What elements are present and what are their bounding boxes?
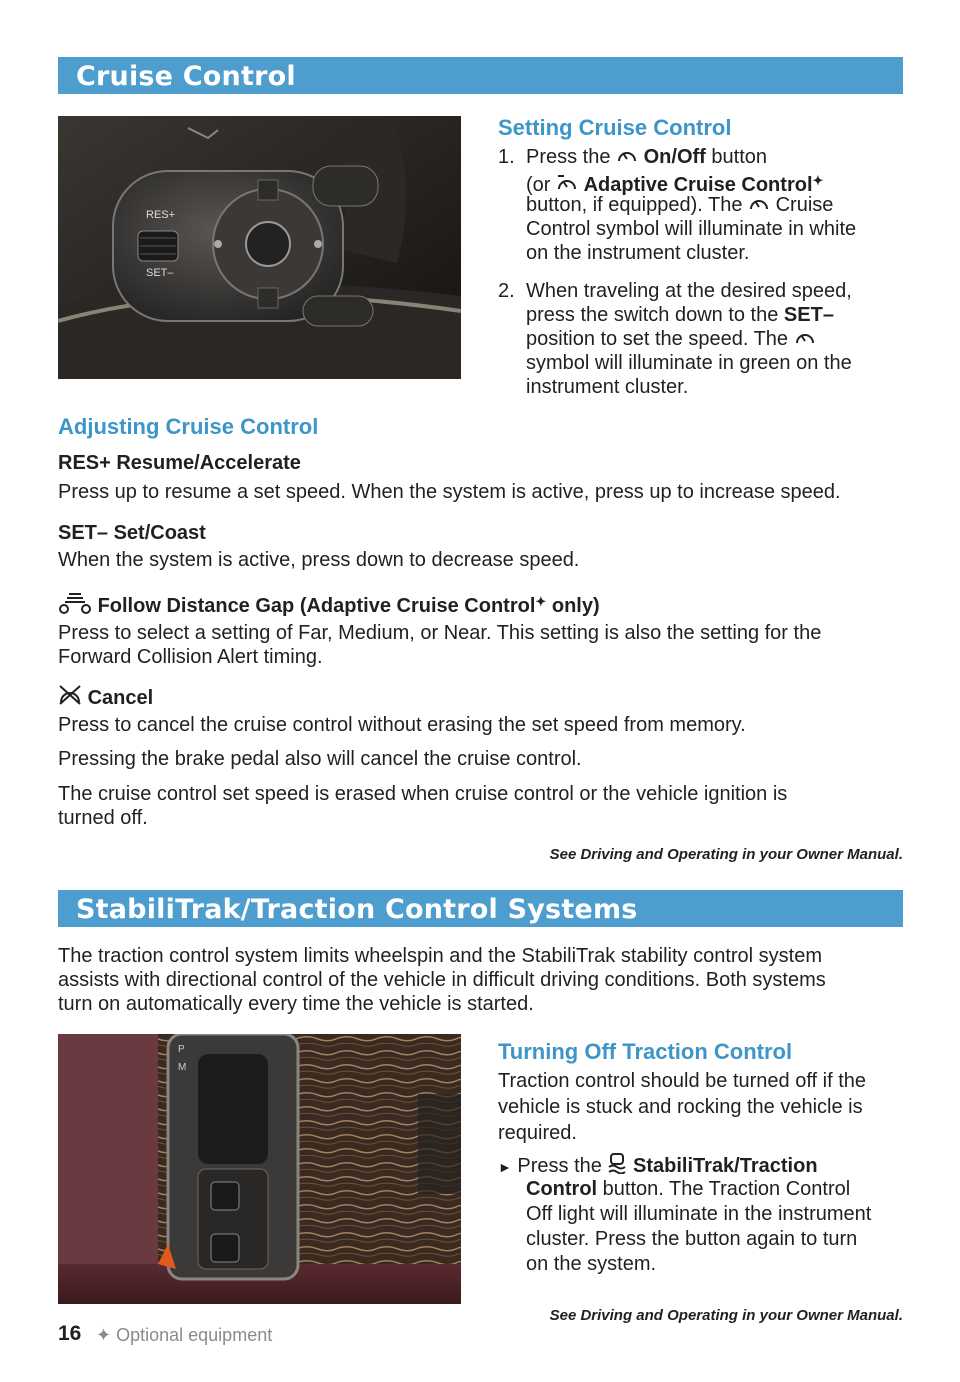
center-console-photo — [58, 1034, 461, 1304]
step-1 — [498, 145, 898, 270]
cancel-icon — [58, 684, 82, 712]
set-minus-label: SET– — [783, 304, 834, 326]
optional-equipment-text: Optional equipment — [116, 1325, 273, 1345]
bullet-line-1 — [498, 1152, 898, 1180]
bullet-button-text: button. The Traction Control — [602, 1178, 851, 1200]
stabilitrak-icon — [607, 1152, 627, 1180]
step-2-line-3 — [526, 327, 886, 353]
step-2-line-4: symbol will illuminate in green on the — [526, 352, 852, 374]
cancel-title — [58, 684, 153, 712]
adaptive-cruise-label: Adaptive Cruise Control — [583, 174, 813, 196]
step-1-cruise-word: Cruise — [775, 194, 834, 216]
step-2-line-1: When traveling at the desired speed, — [526, 280, 852, 302]
stabilitrak-intro-1: The traction control system limits wheelspin and the StabiliTrak stability control system — [58, 945, 822, 967]
step-1-press: Press the — [526, 146, 611, 168]
gap-title-text: Follow Distance Gap (Adaptive Cruise Control — [97, 595, 536, 617]
set-text: When the system is active, press down to decrease speed. — [58, 549, 580, 571]
shift-p-label: P — [178, 1044, 185, 1055]
stabilitrak-intro-3: turn on automatically every time the vehicle is started. — [58, 993, 534, 1015]
brake-text: Pressing the brake pedal also will cancel the cruise control. — [58, 748, 582, 770]
center-console-illustration — [58, 1034, 461, 1304]
cancel-text: Press to cancel the cruise control without erasing the set speed from memory. — [58, 714, 746, 736]
bullet-arrow-icon: ► — [498, 1159, 512, 1175]
gap-title — [58, 590, 600, 620]
optional-mark-1: ✦ — [812, 173, 824, 188]
step-1-line-1 — [526, 145, 886, 171]
turning-text-2: vehicle is stuck and rocking the vehicle is — [498, 1096, 863, 1118]
set-label: SET– — [146, 267, 174, 279]
step-1-number: 1. — [498, 146, 515, 168]
erase-text-2: turned off. — [58, 807, 148, 829]
set-title: SET– Set/Coast — [58, 522, 206, 544]
bullet-press: Press the — [517, 1155, 602, 1177]
stabilitrak-see-manual: See Driving and Operating in your Owner Manual. — [549, 1307, 903, 1324]
step-2-number: 2. — [498, 280, 515, 302]
turning-text-1: Traction control should be turned off if the — [498, 1070, 866, 1092]
onoff-label: On/Off — [643, 146, 706, 168]
cancel-title-text: Cancel — [87, 687, 154, 709]
steering-wheel-illustration — [58, 116, 461, 379]
stabilitrak-banner — [58, 890, 903, 927]
step-1-button-word: button — [711, 146, 767, 168]
erase-text-1: The cruise control set speed is erased when cruise control or the vehicle ignition is — [58, 783, 788, 805]
bullet-line-3: Off light will illuminate in the instrument — [526, 1203, 872, 1225]
step-1-line-3 — [526, 193, 886, 219]
follow-distance-icon — [58, 592, 92, 620]
adjusting-cruise-title: Adjusting Cruise Control — [58, 414, 319, 439]
res-label: RES+ — [146, 209, 176, 221]
step-2-line-2 — [526, 303, 886, 327]
optional-mark-2: ✦ — [535, 594, 547, 609]
setting-cruise-title: Setting Cruise Control — [498, 115, 732, 140]
gap-text-1: Press to select a setting of Far, Medium, or Near. This setting is also the setting for the — [58, 622, 822, 644]
shift-m-label: M — [178, 1062, 187, 1073]
step-1-or: (or — [526, 174, 551, 196]
step-2-position: position to set the speed. The — [526, 328, 789, 350]
step-1-line-5: on the instrument cluster. — [526, 242, 750, 264]
cruise-control-banner — [58, 57, 903, 94]
step-1-line-4: Control symbol will illuminate in white — [526, 218, 857, 240]
step-1-button-if: button, if equipped). The — [526, 194, 743, 216]
res-text: Press up to resume a set speed. When the system is active, press up to increase speed. — [58, 481, 841, 503]
stabilitrak-label-1: StabiliTrak/Traction — [633, 1155, 818, 1177]
bullet-line-5: on the system. — [526, 1253, 657, 1275]
step-2 — [498, 279, 898, 404]
cruise-icon-3 — [794, 329, 816, 353]
gap-text-2: Forward Collision Alert timing. — [58, 646, 323, 668]
gap-title-only: only) — [551, 595, 600, 617]
cruise-icon — [616, 147, 638, 171]
step-2-press-down: press the switch down to the — [526, 304, 779, 326]
optional-equipment-note — [96, 1323, 272, 1347]
cruise-control-heading: Cruise Control — [76, 61, 296, 92]
step-2-line-5: instrument cluster. — [526, 376, 689, 398]
res-title: RES+ Resume/Accelerate — [58, 452, 301, 474]
steering-wheel-photo — [58, 116, 461, 379]
stabilitrak-heading: StabiliTrak/Traction Control Systems — [76, 894, 638, 925]
stabilitrak-intro-2: assists with directional control of the vehicle in difficult driving conditions. Both systems — [58, 969, 826, 991]
cruise-see-manual: See Driving and Operating in your Owner Manual. — [549, 846, 903, 863]
bullet-line-4: cluster. Press the button again to turn — [526, 1228, 858, 1250]
stabilitrak-label-2: Control — [526, 1178, 598, 1200]
bullet-line-2 — [526, 1177, 850, 1201]
page-number: 16 — [58, 1322, 82, 1345]
optional-mark-icon: ✦ — [96, 1325, 112, 1345]
turning-off-title: Turning Off Traction Control — [498, 1039, 793, 1064]
turning-text-3: required. — [498, 1122, 577, 1144]
cruise-icon-2 — [748, 195, 770, 219]
